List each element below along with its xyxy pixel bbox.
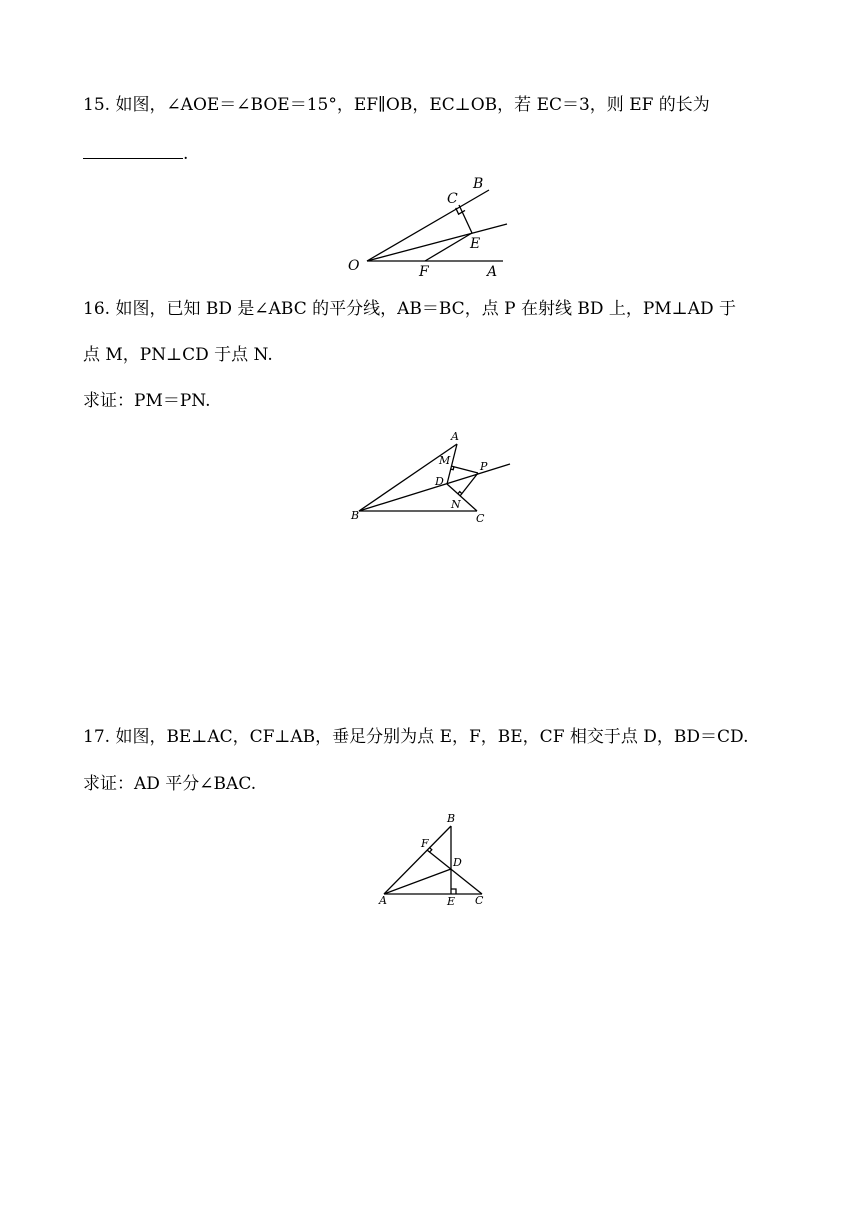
q15-segment-EF: [425, 233, 472, 261]
q17-figure: [373, 808, 488, 906]
q16-figure: [345, 425, 520, 527]
q16-label-A: A: [451, 430, 459, 443]
q17-right-angle-mark-E: [451, 889, 456, 894]
q16-text-line3: 求证：PM＝PN.: [83, 391, 211, 411]
q16-label-P: P: [480, 460, 488, 473]
q15-ray-OE: [367, 224, 507, 261]
q15-period: .: [183, 144, 189, 164]
q15-label-A: A: [487, 264, 498, 280]
answer-blank[interactable]: [83, 143, 183, 159]
q16-label-M: M: [439, 454, 451, 467]
q15-label-E: E: [470, 236, 481, 252]
q15-text-line2: [83, 142, 188, 166]
q15-label-O: O: [348, 258, 360, 274]
q17-right-angle-mark-F: [429, 847, 432, 852]
q15-text-line1: 15. 如图，∠AOE＝∠BOE＝15°，EF∥OB，EC⊥OB，若 EC＝3，则 EF 的长为: [83, 95, 710, 115]
q17-segment-AB: [384, 826, 451, 894]
q16-label-D: D: [435, 475, 444, 488]
q17-segment-AD: [384, 869, 451, 894]
q16-label-N: N: [451, 498, 461, 511]
q16-segment-PM: [451, 466, 478, 473]
q17-label-D: D: [453, 856, 462, 869]
q16-right-angle-mark-N: [458, 492, 462, 494]
q17-label-B: B: [447, 812, 456, 825]
q16-text-line2: 点 M，PN⊥CD 于点 N.: [83, 345, 273, 365]
q15-segment-EC: [459, 205, 472, 233]
q17-label-E: E: [447, 895, 456, 908]
q16-label-B: B: [351, 509, 360, 522]
q17-label-A: A: [379, 894, 387, 907]
q17-text-line1: 17. 如图，BE⊥AC，CF⊥AB，垂足分别为点 E，F，BE，CF 相交于点 D，BD＝CD.: [83, 727, 749, 747]
q17-label-C: C: [475, 894, 484, 907]
q15-label-F: F: [419, 264, 429, 280]
q17-label-F: F: [421, 837, 429, 850]
q15-label-C: C: [447, 191, 458, 207]
q16-text-line1: 16. 如图，已知 BD 是∠ABC 的平分线，AB＝BC，点 P 在射线 BD 上，PM⊥AD 于: [83, 299, 737, 319]
q15-label-B: B: [473, 176, 484, 192]
q16-label-C: C: [476, 512, 485, 525]
q17-text-line2: 求证：AD 平分∠BAC.: [83, 774, 257, 794]
q15-figure: [340, 172, 520, 284]
